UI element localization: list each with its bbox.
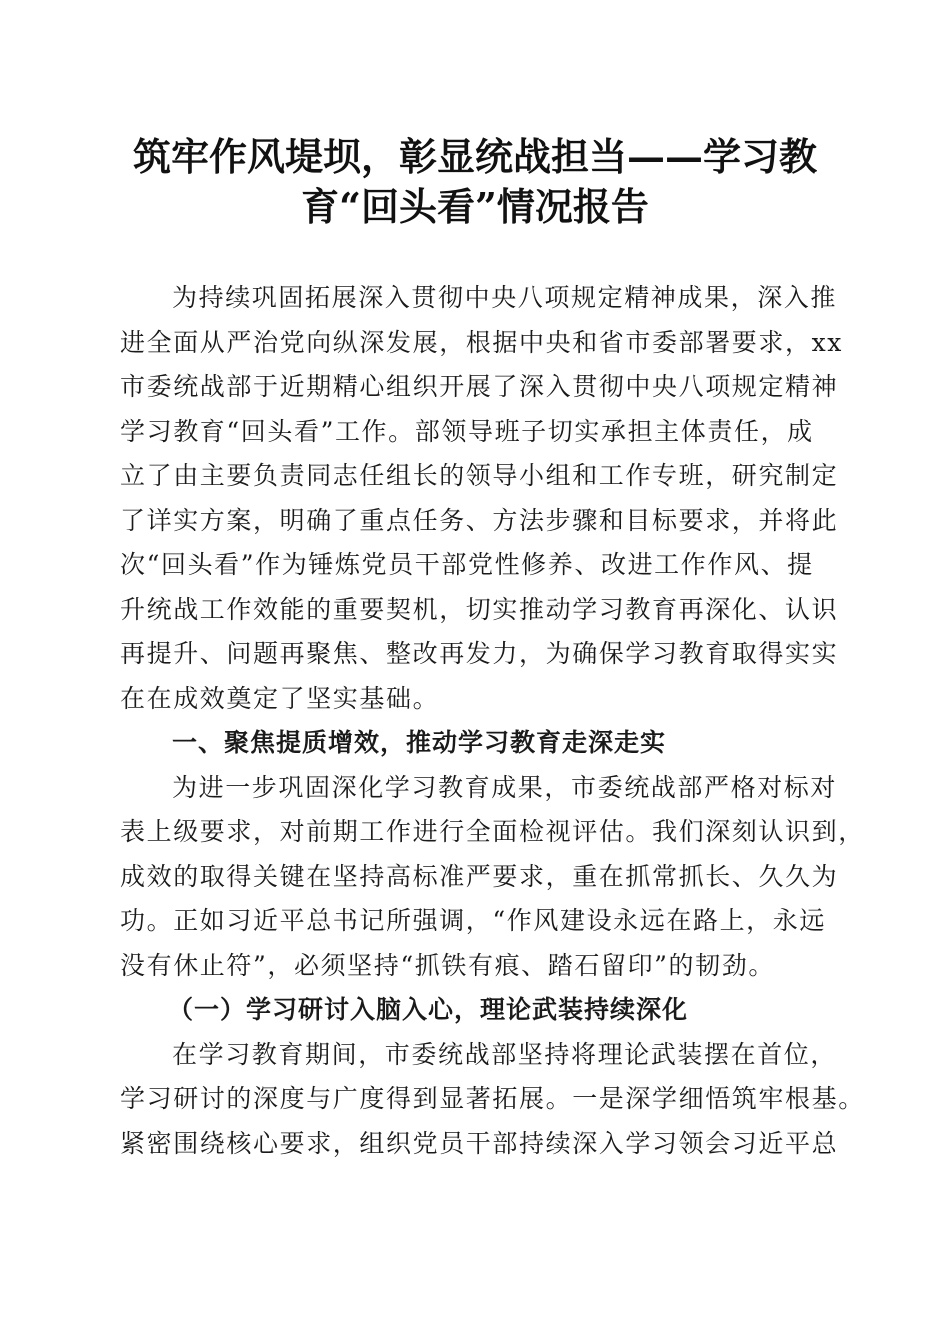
paragraph-line: 了详实方案，明确了重点任务、方法步骤和目标要求，并将此: [120, 505, 839, 535]
paragraph-line: 升统战工作效能的重要契机，切实推动学习教育再深化、认识: [120, 594, 839, 624]
paragraph-line: 紧密围绕核心要求，组织党员干部持续深入学习领会习近平总: [120, 1128, 839, 1158]
paragraph-line: 市委统战部于近期精心组织开展了深入贯彻中央八项规定精神: [120, 372, 839, 401]
paragraph-first-line: 在学习教育期间，市委统战部坚持将理论武装摆在首位，: [172, 1039, 838, 1069]
paragraph-line: 学习教育“回头看”工作。部领导班子切实承担主体责任，成: [120, 416, 814, 446]
paragraph-line: 学习研讨的深度与广度得到显著拓展。一是深学细悟筑牢根基。: [120, 1084, 865, 1113]
document-body: [120, 276, 865, 1166]
paragraph-line: 立了由主要负责同志任组长的领导小组和工作专班，研究制定: [120, 461, 839, 490]
title-line: 筑牢作风堤坝，彰显统战担当——学习教: [132, 134, 817, 179]
paragraph-line: 次“回头看”作为锤炼党员干部党性修养、改进工作作风、提: [120, 550, 814, 579]
paragraph-first-line: 为进一步巩固深化学习教育成果，市委统战部严格对标对: [172, 772, 838, 802]
paragraph-line: 进全面从严治党向纵深发展，根据中央和省市委部署要求，xx: [120, 327, 844, 357]
document-title: [120, 132, 830, 232]
subsection-heading: （一）学习研讨入脑入心，理论武装持续深化: [168, 995, 689, 1024]
paragraph-line: 没有休止符”，必须坚持“抓铁有痕、踏石留印”的韧劲。: [120, 950, 775, 980]
section-heading: 一、聚焦提质增效，推动学习教育走深走实: [172, 728, 667, 757]
paragraph-line: 成效的取得关键在坚持高标准严要求，重在抓常抓长、久久为: [120, 861, 839, 891]
paragraph-first-line: 为持续巩固拓展深入贯彻中央八项规定精神成果，深入推: [172, 283, 838, 312]
paragraph-line: 表上级要求，对前期工作进行全面检视评估。我们深刻认识到，: [120, 817, 865, 846]
paragraph-line: 再提升、问题再聚焦、整改再发力，为确保学习教育取得实实: [120, 639, 839, 668]
title-line: 育“回头看”情况报告: [301, 184, 649, 229]
paragraph-line: 在在成效奠定了坚实基础。: [120, 683, 440, 713]
paragraph-line: 功。正如习近平总书记所强调，“作风建设永远在路上，永远: [120, 906, 826, 935]
